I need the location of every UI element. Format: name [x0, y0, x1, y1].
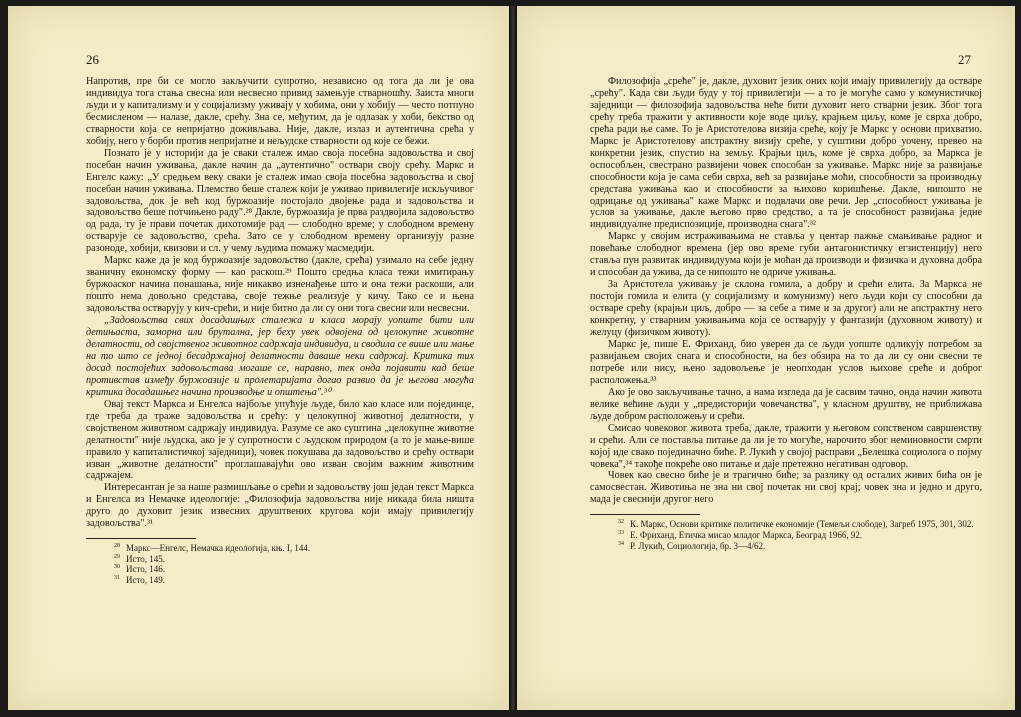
paragraph: Напротив, пре би се могло закључити супротно, независно од тога да ли је ова индивидуа тога стања свесна или несвесно привид замењује стварношћу. Заиста многи људи и у капитализму и у социјализму уживају у хобима, они у хобију — често потпуно бесмисленом — налазе, дакле, срећу. Зна се, међутим, да је одлазак у хоби, бекство од стварности која се непријатно доживљава. Није, дакле, излаз и аутентична срећа у хобију, него у борби против непријатне и нељудске стварности од које се бежи. [86, 76, 474, 147]
paragraph: Филозофија „среће" је, дакле, духовит језик оних који имају привилегију да остваре „срећу". Када сви људи буду у тој привилегији — а то је могуће само у комунистичкој заједници — филозофија задовољства неће бити духовит него стварни језик. Због тога срећу треба тражити у активности које воде циљу, крајњем циљу, коме је сврха добро, срећа ради ње саме. То је Аристотелова визија среће, коју је Маркс у основи прихватио. Маркс је Аристотелову апстрактну визију среће, у суштини добро уочену, превео на конкретни језик, спустио на земљу. Крајњи циљ, коме је сврха добро, за Маркса је оспособљен, свестрано развијени човек способан за уживање. Маркс није за развијање способности која је сама себи сврха, већ за развијање моћи, способности за производњу средстава уживања као и способности за њихово коришћење. Дакле, нипошто не одрицање од уживања" каже Маркс и подвлачи ове речи. Јер „способност уживања је услов за уживање, дакле његово прво средство, а та је способност развијања једне индивидуалне предиспозиције, производна снага".³² [590, 76, 982, 231]
paragraph-italic-quote: „Задовољства свих досадашњих сталежа и класа морају уопште бити или детињаста, заморна или брутална, јер беху увек одвојена од целокупне животне делатности, од својственог животног садржаја индивидуа, и сводила се више или мање на то што се једној бесадржајној делатности даваше неки садржај. Критика тих досад постојећих задовољстава могаше се, наравно, тек онда појавити кад беше противстав између буржоазије и пролетаријата догао развио да је његова могућа критика досадашњег начина производње и општења".³⁰ [86, 315, 474, 398]
paragraph: За Аристотела уживању је склона гомила, а добру и срећи елита. За Маркса не постоји гомила и елита (у социјализму и комунизму) него људи који су способни да остваре срећу (крајњи циљ, добро — за себе а тиме и за другог) али не апстрактну него конкретну, у стварним уживањима која се остварују у фантазији (духовном животу) и желуцу (физичком животу). [590, 279, 982, 339]
paragraph: Ако је ово закључивање тачно, а нама изгледа да је сасвим тачно, онда начин живота велике већине људи у „предисторији човечанства", у класном друштву, не приближава људе добром расположењу и срећи. [590, 386, 982, 422]
footnote: 32 К. Маркс, Основи критике политичке економије (Темељи слободе), Загреб 1975, 301, 302. [618, 519, 974, 530]
paragraph: Маркс у својим истраживањима не ставља у центар пажње смањивање радног и повећање слободног времена (јер ово време губи антагонистичку егзистенцију) него ставља пун развитак индивидуума који је моћан да производи и физичка и духовна добра и способан да ужива, да се нипошто не одриче уживања. [590, 231, 982, 279]
footnote: 33 Е. Фриханд, Етичка мисао младог Маркса, Београд 1966, 92. [618, 529, 863, 540]
paragraph: Познато је у историји да је сваки сталеж имао своја посебна задовољства и свој посебан начин уживања, дакле начин да „аутентично" оствари своју срећу. Маркс и Енгелс кажу: „У средњем веку сваки је сталеж имао своја посебна задовољства и свој посебан начин уживања. Племство беше сталеж који је уживао привилегије искључивог задовољства, док је већ код буржоазије постојало двојење рада и задовољства и задовољство беше потчињено раду".²⁸ Дакле, буржоазија је прва раздвојила задовољство од рада, ту је прави почетак дихотомије рад — слободно време; у слободном времену остварује се задовољство, срећа. Зато се у слободном времену организују разне разоноде, хобији, квизови и сл. у чему људима помажу масмедији. [86, 147, 474, 255]
footnote-divider [86, 538, 196, 539]
footnote-divider [590, 514, 700, 515]
footnote: 31 Исто, 149. [114, 575, 166, 585]
paragraph: Интересантан је за наше размишљање о срећи и задовољству још један текст Маркса и Енгелса из Немачке идеологије: „Филозофија задовољства није никада била ништа друго до духовит језик извесних друштвених кругова који имају привилегију задовољства".³¹ [86, 482, 474, 530]
footnote: 28 Маркс—Енгелс, Немачка идеологија, књ. I, 144. [114, 543, 311, 554]
page-body [86, 76, 474, 586]
paragraph: Маркс каже да је код буржоазије задовољство (дакле, срећа) узимало на себе једну званичну економску форму — као раскош.²⁹ Пошто средња класа тежи имитирању буржоаског начина понашања, није никакво изненађење што и она тежи раскоши, али пошто нема довољно средстава, своје тежње реализује у кичу. Тако се и њена задовољства остварују у кич-срећи, и није битно да ли су они тога свесни или несвесни. [86, 255, 474, 315]
left-page [8, 6, 509, 710]
page-number: 26 [86, 52, 99, 67]
footnote: 34 Р. Лукић, Социологија, бр. 3—4/62. [618, 540, 766, 551]
page-body [590, 76, 982, 551]
footnote: 29 Исто, 145. [114, 553, 166, 564]
paragraph: Човек као свесно биће је и трагично биће; за разлику од осталих живих бића он је самосвестан. Животиња не зна ни свој почетак ни свој крај; човек зна и једно и друго, мада је свеснији другог него [590, 470, 982, 506]
paragraph: Смисао човековог живота треба, дакле, тражити у његовом сопственом савршенству и срећи. Али се поставља питање да ли је то могуће, нарочито због неминовности смрти којој иде свако појединачно биће. Р. Лукић у својој расправи „Белешка социолога о појму човека",³⁴ такође покреће ово питање и даје претежно негативан одговор. [590, 422, 982, 470]
footnote: 30 Исто, 146. [114, 564, 166, 575]
right-page [517, 6, 1015, 710]
paragraph: Овај текст Маркса и Енгелса најбоље упућује људе, било као класе или појединце, где треба да траже задовољства и срећу: у целокупној животној делатности, у својственом животном садржају индивидуа. Разуме се ако суштина „целокупне животне делатности" није људска, ако је у супротности с људском природом (а то је мање-више правило у капиталистичкој заједници), човек покушава да задовољство и срећу оствари изван „животне делатности" проглашавајући ово изван својим важним животним садржајем. [86, 398, 474, 482]
paragraph: Маркс је, пише Е. Фриханд, био уверен да се људи уопште одликују потребом за развијањем својих снага и способности, на без обзира на то да ли су они свесни те потребе или нису, њено задовољење је неопходан услов њихове среће и доброг расположења.³³ [590, 338, 982, 386]
page-number: 27 [958, 52, 971, 67]
book-gutter [509, 6, 517, 710]
